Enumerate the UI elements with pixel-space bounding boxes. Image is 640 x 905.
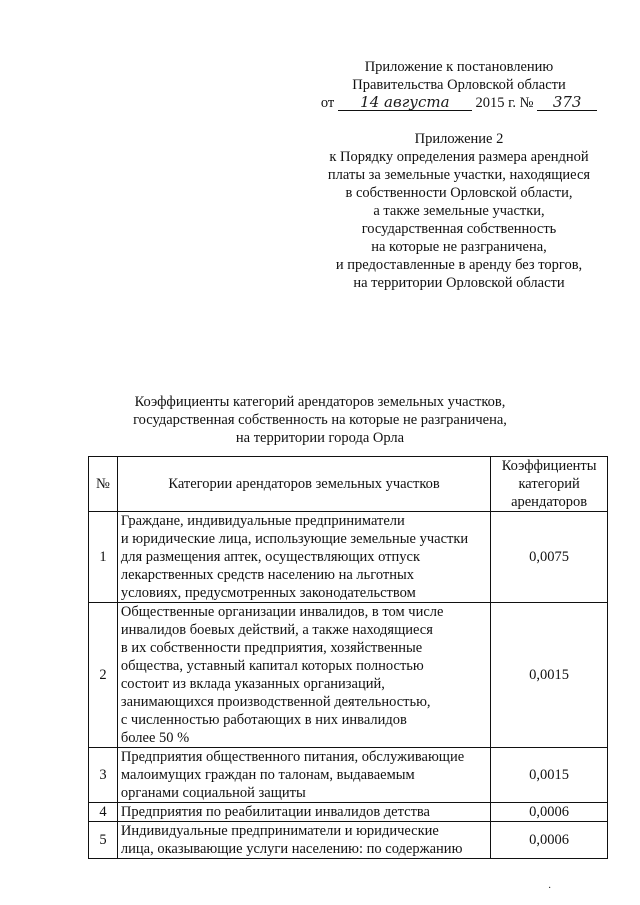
category-line: занимающихся производственной деятельностью,	[120, 694, 431, 710]
row-num: 1	[89, 512, 118, 603]
order-line	[300, 94, 618, 112]
category-line: в их собственности предприятия, хозяйственные	[120, 640, 423, 656]
document-title	[100, 393, 540, 447]
order-prefix: от	[320, 95, 335, 111]
header-num: №	[89, 457, 118, 512]
row-category	[117, 512, 490, 603]
coefficients-table	[88, 456, 608, 859]
appendix2-line: платы за земельные участки, находящиеся	[327, 167, 591, 183]
appendix2-line: в собственности Орловской области,	[345, 185, 573, 201]
category-line: и юридические лица, использующие земельные участки	[120, 531, 469, 547]
header-category: Категории арендаторов земельных участков	[117, 457, 490, 512]
appendix2-line: государственная собственность	[361, 221, 557, 237]
handwritten-number: 373	[537, 94, 597, 111]
category-line: более 50 %	[120, 730, 190, 746]
header-coef-line: арендаторов	[511, 494, 588, 510]
row-category	[117, 748, 490, 803]
category-line: общества, уставный капитал которых полностью	[120, 658, 424, 674]
category-line: состоит из вклада указанных организаций,	[120, 676, 385, 692]
row-coef: 0,0075	[491, 512, 608, 603]
row-category	[117, 603, 490, 748]
order-mid: 2015 г. №	[475, 95, 534, 111]
table-header-row	[89, 457, 608, 512]
header-coef	[491, 457, 608, 512]
category-line: для размещения аптек, осуществляющих отпуск	[120, 549, 421, 565]
appendix2-line: и предоставленные в аренду без торгов,	[335, 257, 583, 273]
appendix2-line: а также земельные участки,	[373, 203, 545, 219]
category-line: условиях, предусмотренных законодательством	[120, 585, 416, 601]
page-mark: ·	[548, 883, 552, 894]
table-row	[89, 603, 608, 748]
row-num: 2	[89, 603, 118, 748]
table-row	[89, 822, 608, 859]
appendix2-line: Приложение 2	[414, 131, 504, 147]
category-line: лекарственных средств населению на льготных	[120, 567, 415, 583]
category-line: с численностью работающих в них инвалидов	[120, 712, 407, 728]
category-line: лица, оказывающие услуги населению: по содержанию	[120, 841, 463, 857]
handwritten-date: 14 августа	[338, 94, 472, 111]
category-line: органами социальной защиты	[120, 785, 306, 801]
resolution-header	[300, 58, 618, 112]
category-line: малоимущих граждан по талонам, выдаваемым	[120, 767, 415, 783]
category-line: Предприятия по реабилитации инвалидов детства	[120, 804, 430, 820]
row-coef: 0,0006	[491, 803, 608, 822]
header-coef-line: категорий	[518, 476, 580, 492]
appendix2-line: к Порядку определения размера арендной	[329, 149, 589, 165]
title-line: на территории города Орла	[235, 430, 405, 446]
table-row	[89, 748, 608, 803]
row-coef: 0,0006	[491, 822, 608, 859]
row-category	[117, 803, 490, 822]
title-line: Коэффициенты категорий арендаторов земельных участков,	[134, 394, 506, 410]
category-line: Граждане, индивидуальные предприниматели	[120, 513, 405, 529]
header-line: Приложение к постановлению	[364, 59, 554, 75]
title-line: государственная собственность на которые не разграничена,	[133, 412, 507, 428]
row-coef: 0,0015	[491, 748, 608, 803]
row-num: 5	[89, 822, 118, 859]
appendix2-header	[300, 130, 618, 292]
category-line: инвалидов боевых действий, а также находящиеся	[120, 622, 433, 638]
appendix2-line: на территории Орловской области	[353, 275, 565, 291]
row-coef: 0,0015	[491, 603, 608, 748]
row-num: 3	[89, 748, 118, 803]
appendix2-line: на которые не разграничена,	[371, 239, 547, 255]
category-line: Индивидуальные предприниматели и юридические	[120, 823, 439, 839]
row-num: 4	[89, 803, 118, 822]
table-row	[89, 512, 608, 603]
category-line: Общественные организации инвалидов, в том числе	[120, 604, 444, 620]
category-line: Предприятия общественного питания, обслуживающие	[120, 749, 465, 765]
table-row	[89, 803, 608, 822]
row-category	[117, 822, 490, 859]
header-coef-line: Коэффициенты	[501, 458, 597, 474]
header-line: Правительства Орловской области	[352, 77, 566, 93]
